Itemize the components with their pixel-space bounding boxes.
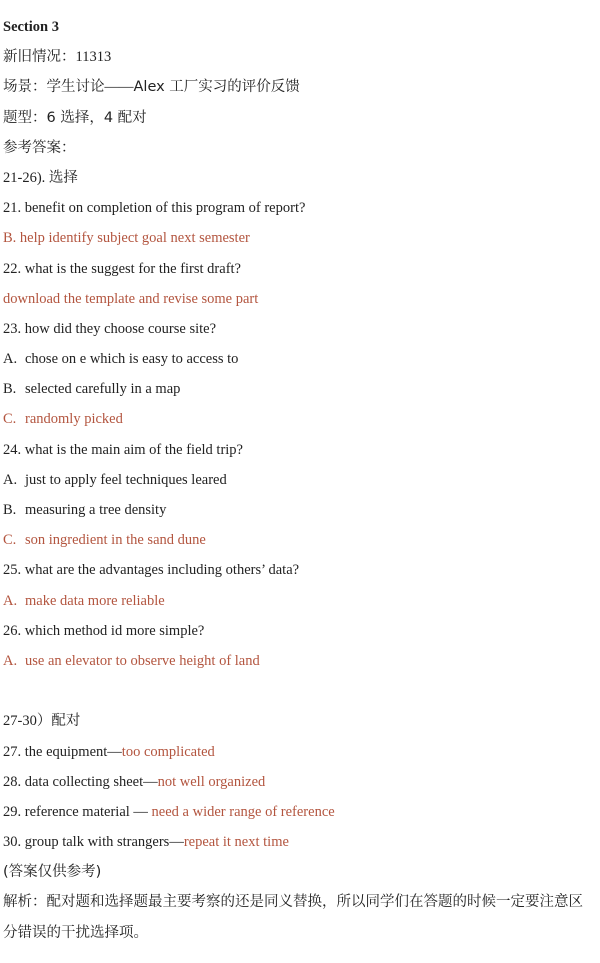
part1-header [3, 163, 597, 193]
q27-answer: too complicated [121, 743, 215, 760]
note: (答案仅供参考) [3, 864, 102, 881]
q25-answer-text: make data more reliable [25, 592, 165, 609]
q25-answer-letter: A. [3, 592, 18, 609]
type-line [3, 103, 597, 133]
scene-dash: —— [104, 79, 134, 96]
analysis [3, 887, 595, 947]
q21-question: 21. benefit on completion of this program of report? [3, 200, 306, 217]
q24-question: 24. what is the main aim of the field trip? [3, 441, 243, 458]
q24-option-a [3, 465, 597, 495]
answers-label: 参考答案： [3, 139, 76, 156]
q23-option-a-letter: A. [3, 351, 18, 368]
part2-header-num: 27-30 [3, 713, 37, 730]
q25-answer [3, 586, 597, 616]
part1-header-text: 选择 [48, 169, 78, 186]
section-title: Section 3 [3, 19, 59, 35]
analysis-label: 解析： [3, 894, 47, 911]
q29-answer: need a wider range of reference [151, 803, 335, 820]
q27-prompt: 27. the equipment— [3, 743, 122, 760]
scene-prefix: 学生讨论 [46, 79, 105, 96]
q30-answer: repeat it next time [183, 834, 289, 851]
q26-answer-text: use an elevator to observe height of land [25, 652, 260, 669]
q23-question: 23. how did they choose course site? [3, 320, 217, 337]
q30-line [3, 827, 597, 857]
scene-rest: Alex 工厂实习的评价反馈 [133, 79, 300, 96]
q30-prompt: 30. group talk with strangers— [3, 834, 184, 851]
q23-option-b-text: selected carefully in a map [25, 381, 181, 398]
q24-option-c [3, 525, 597, 555]
q26-question: 26. which method id more simple? [3, 622, 205, 639]
q29-line [3, 797, 597, 827]
q21-answer: B. help identify subject goal next semester [3, 230, 250, 247]
q24-option-c-letter: C. [3, 532, 17, 549]
document [3, 12, 597, 948]
type-value: 6 选择，4 配对 [46, 109, 147, 126]
q22-question: 22. what is the suggest for the first draft? [3, 260, 241, 277]
q22-answer: download the template and revise some part [3, 290, 259, 307]
q23-option-c [3, 404, 597, 434]
status-line [3, 42, 597, 72]
scene-line [3, 72, 597, 102]
q24-option-a-letter: A. [3, 471, 18, 488]
q23-option-a-text: chose on e which is easy to access to [25, 351, 239, 368]
q25-question: 25. what are the advantages including others’ data? [3, 562, 300, 579]
q26-answer-letter: A. [3, 652, 18, 669]
q28-prompt: 28. data collecting sheet— [3, 773, 158, 790]
q24-option-b-letter: B. [3, 502, 17, 518]
analysis-text: 配对题和选择题最主要考察的还是同义替换，所以同学们在答题的时候一定要注意区分错误的干扰选择项。 [3, 894, 583, 941]
part1-header-num: 21-26). [3, 169, 49, 186]
status-label: 新旧情况： [3, 49, 76, 66]
q26-answer [3, 646, 597, 676]
q24-option-b [3, 495, 597, 525]
q23-option-b [3, 374, 597, 404]
spacer [3, 676, 597, 706]
part2-header [3, 706, 597, 736]
q23-option-a [3, 344, 597, 374]
status-value: 11313 [75, 49, 112, 66]
q23-option-c-letter: C. [3, 411, 17, 428]
q23-option-b-letter: B. [3, 381, 17, 398]
q24-option-c-text: son ingredient in the sand dune [25, 532, 206, 549]
scene-label: 场景： [3, 79, 47, 96]
q23-option-c-text: randomly picked [25, 411, 123, 428]
q28-answer: not well organized [157, 773, 266, 790]
q28-line [3, 767, 597, 797]
q27-line [3, 737, 597, 767]
q24-option-b-text: measuring a tree density [25, 502, 167, 518]
q29-prompt: 29. reference material — [3, 803, 152, 820]
type-label: 题型： [3, 109, 47, 126]
q24-option-a-text: just to apply feel techniques leared [25, 471, 227, 488]
part2-header-text: ）配对 [36, 713, 81, 730]
